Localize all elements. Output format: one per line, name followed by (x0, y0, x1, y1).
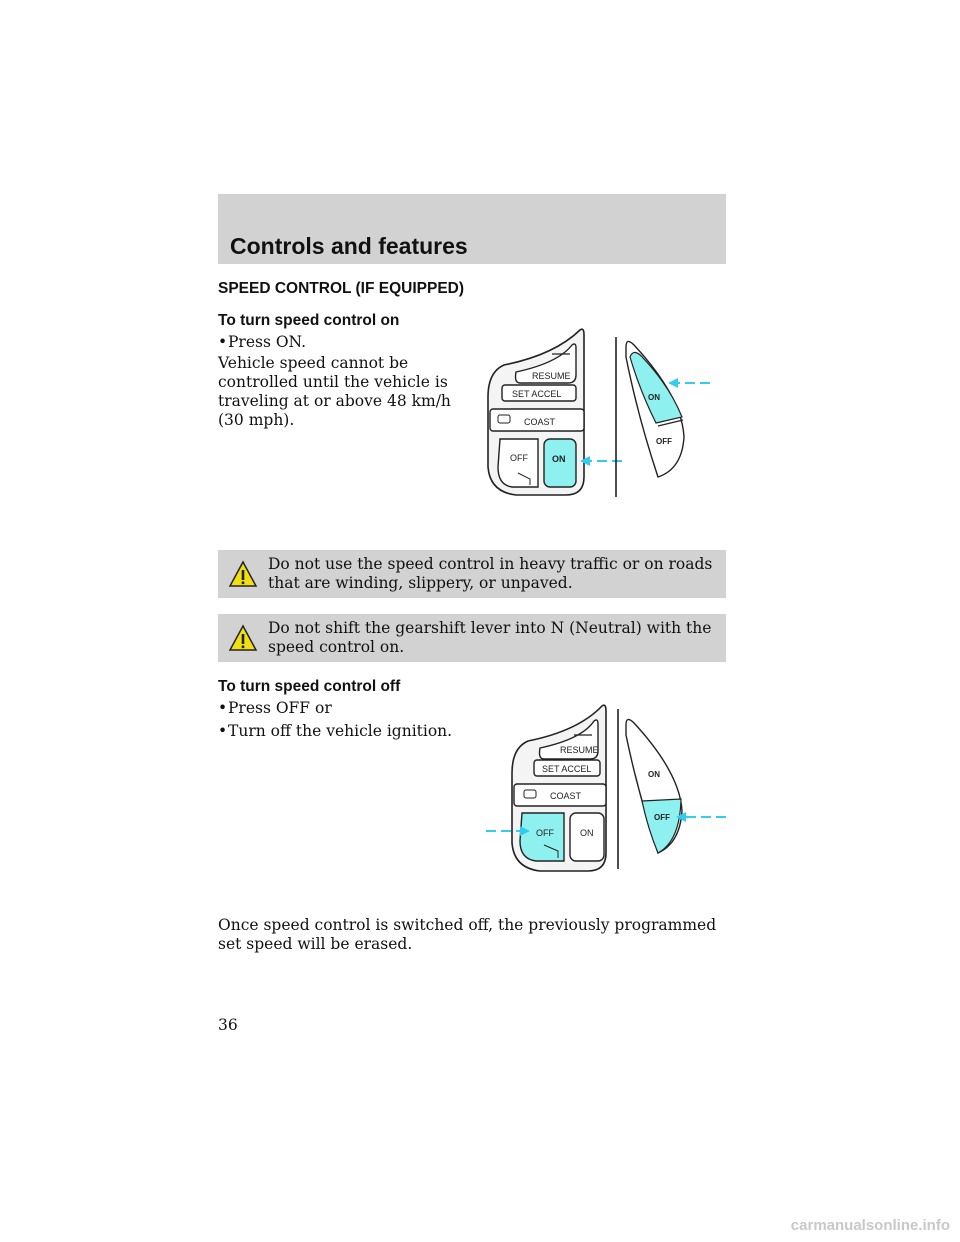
turn-on-bullet-1 (218, 333, 306, 351)
resume-label: RESUME (560, 745, 599, 755)
page-number: 36 (218, 1016, 238, 1034)
bullet-mark: • (218, 333, 228, 351)
stalk-on-label: ON (648, 393, 660, 402)
bullet-mark: • (218, 722, 228, 740)
coast-label: COAST (550, 791, 582, 801)
bullet-text: Press OFF or (228, 699, 332, 717)
warning-box-1 (218, 550, 726, 598)
turn-on-note: Vehicle speed cannot be controlled until the vehicle is traveling at or above 48 km/h (30 mph). (218, 354, 451, 429)
speed-control-on-figure (476, 327, 716, 502)
warning-text-1: Do not use the speed control in heavy traffic or on roads that are winding, slippery, or unpaved. (268, 555, 713, 592)
turn-on-heading: To turn speed control on (218, 312, 400, 329)
turn-off-bullet-1 (218, 699, 332, 717)
off-label: OFF (536, 828, 554, 838)
turn-off-heading: To turn speed control off (218, 678, 401, 695)
resume-label: RESUME (532, 371, 571, 381)
speed-control-off-figure (484, 703, 729, 878)
bullet-mark: • (218, 699, 228, 717)
stalk-off-label: OFF (656, 437, 672, 446)
stalk-off-label: OFF (654, 813, 670, 822)
header-title: Controls and features (230, 233, 468, 259)
bullet-text: Turn off the vehicle ignition. (228, 722, 453, 740)
stalk-on-label: ON (648, 770, 660, 779)
watermark-footer: carmanualsonline.info (790, 1217, 950, 1234)
warning-text-2: Do not shift the gearshift lever into N (Neutral) with the speed control on. (268, 619, 712, 656)
set-accel-label: SET ACCEL (512, 389, 562, 399)
warning-triangle-icon (228, 624, 258, 652)
warning-triangle-icon (228, 560, 258, 588)
bullet-text: Press ON. (228, 333, 307, 351)
warning-box-2 (218, 614, 726, 662)
section-title: SPEED CONTROL (IF EQUIPPED) (218, 280, 465, 297)
turn-off-bullet-2 (218, 722, 452, 740)
set-accel-label: SET ACCEL (542, 764, 592, 774)
coast-label: COAST (524, 417, 556, 427)
on-label: ON (552, 454, 566, 464)
on-label: ON (580, 828, 594, 838)
off-label: OFF (510, 453, 528, 463)
section-header (218, 194, 726, 264)
closing-paragraph: Once speed control is switched off, the previously programmed set speed will be erased. (218, 916, 717, 953)
